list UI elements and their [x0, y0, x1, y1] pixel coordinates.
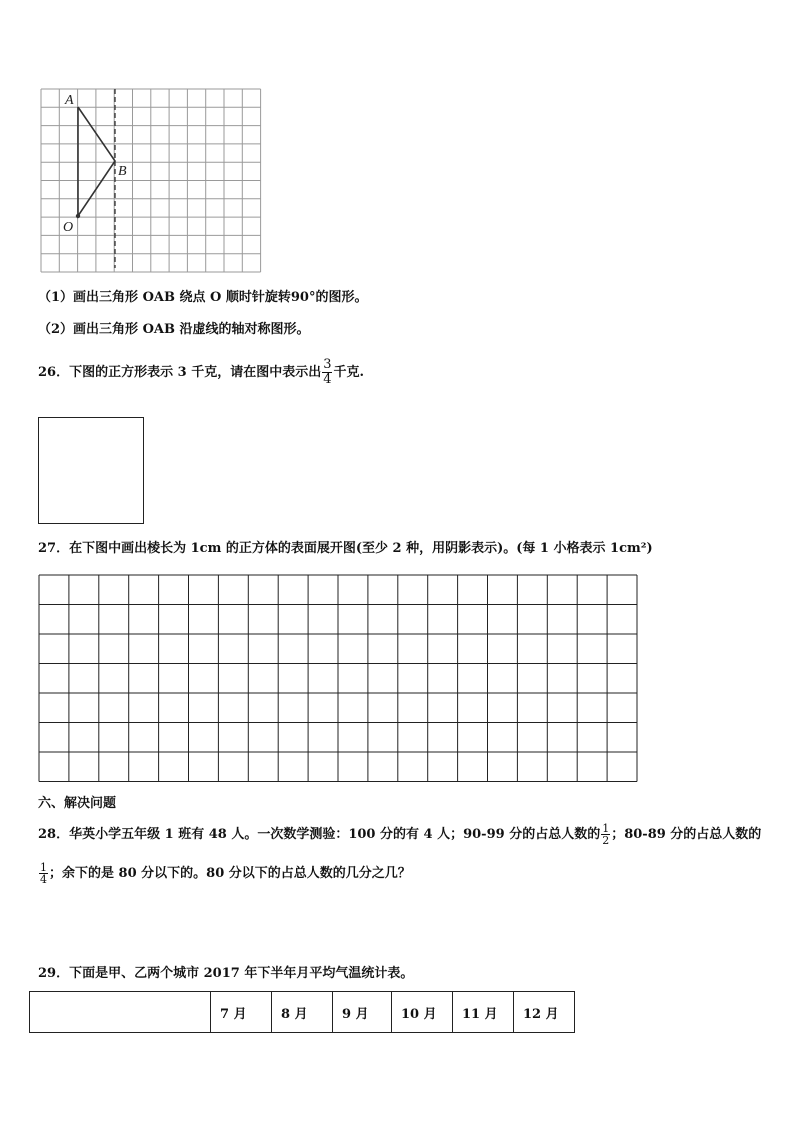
q27-question: 27．在下图中画出棱长为 1cm 的正方体的表面展开图(至少 2 种，用阴影表示)。(每 1 小格表示 1cm²) — [38, 541, 653, 556]
table-row — [30, 992, 575, 1033]
q26-fraction-denominator: 4 — [323, 372, 332, 387]
triangle-oab — [78, 107, 115, 216]
q26-number: 26． — [38, 365, 70, 380]
label-a: A — [65, 93, 74, 108]
q28-fraction-quarter-numerator: 1 — [40, 861, 47, 874]
q28-question-line1 — [38, 823, 761, 846]
q25-part2: （2）画出三角形 OAB 沿虚线的轴对称图形。 — [38, 322, 310, 337]
table-header-aug: 8 月 — [272, 992, 333, 1033]
triangle-oab-figure — [38, 86, 270, 276]
q28-text-part3: ；余下的是 80 分以下的。80 分以下的占总人数的几分之几？ — [49, 866, 411, 881]
q26-fraction-numerator: 3 — [323, 357, 332, 372]
q26-square — [38, 417, 144, 524]
q28-text-part2: ；80-89 分的占总人数的 — [611, 827, 762, 842]
q25-part1: （1）画出三角形 OAB 绕点 O 顺时针旋转90°的图形。 — [38, 290, 368, 305]
label-b: B — [118, 164, 127, 179]
q26-fraction — [322, 358, 332, 387]
label-o: O — [63, 220, 74, 235]
table-header-oct: 10 月 — [392, 992, 453, 1033]
q28-text-part1: 28．华英小学五年级 1 班有 48 人。一次数学测验：100 分的有 4 人；90-99 分的占总人数的 — [38, 827, 601, 842]
q28-fraction-quarter — [39, 862, 48, 885]
q28-fraction-quarter-denominator: 4 — [40, 873, 47, 886]
table-header-nov: 11 月 — [453, 992, 514, 1033]
q28-fraction-half — [601, 823, 610, 846]
figure-grid — [41, 89, 261, 272]
table-header-dec: 12 月 — [514, 992, 575, 1033]
table-corner-cell — [30, 992, 211, 1033]
q29-temperature-table — [29, 991, 575, 1033]
q27-square-grid — [38, 574, 642, 786]
q28-fraction-half-numerator: 1 — [602, 822, 610, 835]
q26-text-before: 下图的正方形表示 3 千克，请在图中表示出 — [69, 365, 322, 380]
q29-question: 29．下面是甲、乙两个城市 2017 年下半年月平均气温统计表。 — [38, 966, 414, 981]
table-header-jul: 7 月 — [211, 992, 272, 1033]
q26-text-after: 千克. — [333, 365, 365, 380]
point-o-dot — [76, 214, 80, 218]
q28-fraction-half-denominator: 2 — [602, 834, 610, 847]
q26-question — [38, 358, 364, 387]
table-header-sep: 9 月 — [333, 992, 392, 1033]
section-6-heading: 六、解决问题 — [38, 796, 117, 811]
q28-question-line2 — [38, 862, 411, 885]
